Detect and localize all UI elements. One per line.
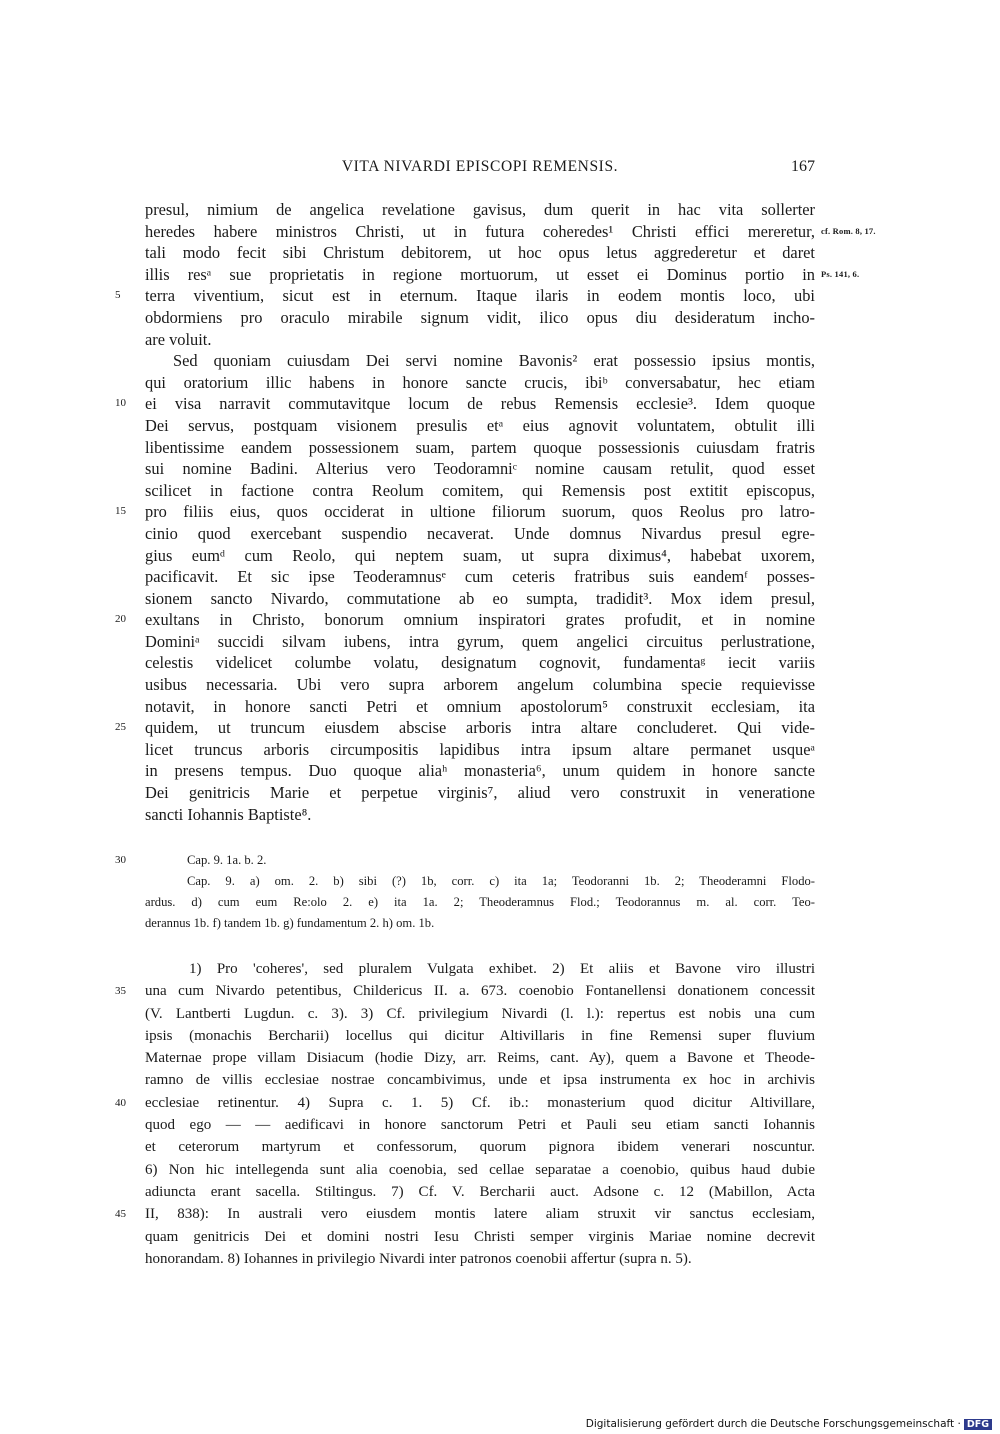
body-line [115,285,815,307]
footnotes [115,958,815,1270]
body-line [145,652,815,674]
dfg-logo: DFG [964,1419,992,1430]
footer [586,1418,992,1430]
body-line [145,437,815,459]
line-number: 40 [115,1096,126,1109]
body-line-text: usibus necessaria. Ubi vero supra arborem angelum columbina specie requievisse [145,675,815,695]
body-line [145,264,860,286]
body-line-text: scilicet in factione contra Reolum comitem, qui Remensis post extitit episcopus, [145,480,815,500]
body-line [145,329,815,351]
body-line-text: terra viventium, sicut est in eternum. Itaque ilaris in eodem montis loco, ubi [145,286,815,306]
body-line [145,523,815,545]
body-line [115,501,815,523]
body-line [145,199,815,221]
footnote-line [145,1114,815,1136]
line-number: 10 [115,397,126,410]
body-line-text: licet truncus arboris circumpositis lapidibus intra ipsum altare permanet usqueᵃ [145,739,815,759]
line-number: 35 [115,985,126,998]
body-line-text: obdormiens pro oraculo mirabile signum vidit, ilico opus diu desideratum incho- [145,307,815,327]
footnote-line [145,1159,815,1181]
footnote-line-text: adiuncta erant sacella. Stiltingus. 7) Cf. V. Bercharii auct. Adsone c. 12 (Mabillon, Acta [145,1183,815,1200]
footnote-line [145,1047,815,1069]
footnote-line-text: Maternae prope villam Disiacum (hodie Dizy, arr. Reims, cant. Ay), quem a Bavone et Theode- [145,1050,815,1067]
footnote-line-text: et ceterorum martyrum et confessorum, quorum pignora ibidem venerari noscuntur. [145,1139,815,1156]
line-number: 15 [115,505,126,518]
apparatus-line [145,913,815,934]
footnote-line [145,1226,815,1248]
line-number: 30 [115,854,126,866]
body-line-text: exultans in Christo, bonorum omnium inspiratori grates profudit, et in nomine [145,610,815,630]
body-line [145,696,815,718]
footnote-line [145,1003,815,1025]
body-line [145,221,876,243]
body-line-text: are voluit. [145,329,212,349]
critical-apparatus [115,850,815,934]
body-line-text: qui oratorium illic habens in honore sancte crucis, ibiᵇ conversabatur, hec etiam [145,372,815,392]
body-line [145,350,815,372]
footnote-line [145,1025,815,1047]
footnote-line-text: II, 838): In australi vero eiusdem montis latere aliam struxit vir sanctus ecclesiam, [145,1206,815,1223]
body-line-text: sionem sancto Nivardo, commutatione ab eo sumpta, tradidit³. Mox idem presul, [145,588,815,608]
body-line-text: quidem, ut truncum eiusdem abscise arboris intra altare concluderet. Qui vide- [145,718,815,738]
apparatus-line [115,850,815,871]
body-line-text: pro filiis eius, quos occiderat in ultione filiorum suorum, quos Reolus pro latro- [145,502,815,522]
footnote-line-text: ecclesiae retinentur. 4) Supra c. 1. 5) Cf. ib.: monasterium quod dicitur Altivillare, [145,1094,815,1111]
body-line [145,307,815,329]
body-line [145,415,815,437]
body-line [145,804,815,826]
body-line-text: Sed quoniam cuiusdam Dei servi nomine Bavonis² erat possessio ipsius montis, [173,351,815,371]
page-number: 167 [791,158,815,175]
body-line [145,566,815,588]
apparatus-line-text: Cap. 9. 1a. b. 2. [187,853,267,867]
footnote-line-text: ipsis (monachis Bercharii) locellus qui dicitur Altivillaris in fine Remensi super fluvium [145,1027,815,1044]
body-line [145,545,815,567]
body-line [145,588,815,610]
line-number: 5 [115,289,121,302]
footnote-line-text: 6) Non hic intellegenda sunt alia coenobia, sed cellae separatae a coenobio, quibus haud dubie [145,1161,815,1178]
page-header [145,158,815,182]
footnote-line-text: quam genitricis Dei et domini nostri Iesu Christi semper virginis Mariae nomine decrevit [145,1228,815,1245]
body-line-text: notavit, in honore sancti Petri et omnium apostolorum⁵ construxit ecclesiam, ita [145,696,815,716]
main-text [115,199,876,825]
body-line [115,393,815,415]
line-number: 45 [115,1208,126,1221]
body-line-text: celestis videlicet columbe volatu, designatum cognovit, fundamentaᵍ iecit variis [145,653,815,673]
footnote-line-text: (V. Lantberti Lugdun. c. 3). 3) Cf. privilegium Nivardi (l. l.): repertus est nobis una cum [145,1005,815,1022]
body-line [115,609,815,631]
body-line-text: sui nomine Badini. Alterius vero Teodoramniᶜ nomine causam retulit, quod esset [145,459,815,479]
body-line-text: tali modo fecit sibi Christum debitorem, ut hoc opus letus aggrederetur et daret [145,243,815,263]
apparatus-line [145,871,815,892]
body-line [145,739,815,761]
body-line [145,372,815,394]
footnote-line [115,1092,815,1114]
apparatus-line-text: ardus. d) cum eum Re:olo 2. e) ita 1a. 2; Theoderamnus Flod.; Teodorannus m. al. corr. Teo- [145,895,815,909]
line-number: 20 [115,613,126,626]
body-line-text: in presens tempus. Duo quoque aliaʰ monasteria⁶, unum quidem in honore sancte [145,761,815,781]
body-line-text: Dominiᵃ succidi silvam iubens, intra gyrum, quem angelici circuitus perlustratione, [145,631,815,651]
footer-credit: Digitalisierung gefördert durch die Deutsche Forschungsgemeinschaft · [585,1418,961,1430]
footnote-line-text: una cum Nivardo petentibus, Childericus II. a. 673. coenobio Fontanellensi donationem concessit [145,983,815,1000]
body-line [145,242,815,264]
footnote-line [145,1248,815,1270]
footnote-line-text: quod ego — — aedificavi in honore sanctorum Petri et Pauli seu etiam sancti Iohannis [145,1117,815,1134]
body-line-text: heredes habere ministros Christi, ut in futura coheredes¹ Christi effici mereretur, [145,221,815,241]
body-line [145,674,815,696]
body-line-text: libentissime eandem possessionem suam, partem quoque possessionis cuiusdam fratris [145,437,815,457]
apparatus-line-text: Cap. 9. a) om. 2. b) sibi (?) 1b, corr. c) ita 1a; Teodoranni 1b. 2; Theoderamni Flodo- [187,874,815,888]
footnote-line [145,1181,815,1203]
body-line [115,717,815,739]
body-line [145,782,815,804]
footnote-line [145,1136,815,1158]
line-number: 25 [115,721,126,734]
body-line [145,458,815,480]
footnote-line-text: 1) Pro 'coheres', sed pluralem Vulgata exhibet. 2) Et aliis et Bavone viro illustri [189,961,815,977]
footnote-line-text: ramno de villis ecclesiae nostrae concambivimus, unde et ipsa instrumenta ex hoc in archivis [145,1072,815,1089]
body-line-text: presul, nimium de angelica revelatione gavisus, dum querit in hac vita sollerter [145,200,815,219]
body-line-text: ei visa narravit commutavitque locum de rebus Remensis ecclesie³. Idem quoque [145,394,815,414]
footnote-line [145,1069,815,1091]
body-line-text: sancti Iohannis Baptiste⁸. [145,804,312,824]
footnote-line [115,1203,815,1225]
marginal-reference: Ps. 141, 6. [821,268,860,279]
body-line-text: Dei servus, postquam visionem presulis etᵃ eius agnovit voluntatem, obtulit illi [145,415,815,435]
footnote-line [145,958,815,980]
body-line [145,760,815,782]
body-line-text: gius eumᵈ cum Reolo, qui neptem suam, ut supra diximus⁴, habebat uxorem, [145,545,815,565]
apparatus-line [145,892,815,913]
apparatus-line-text: derannus 1b. f) tandem 1b. g) fundamentum 2. h) om. 1b. [145,916,435,930]
body-line [145,631,815,653]
footnote-line [115,980,815,1002]
marginal-reference: cf. Rom. 8, 17. [821,225,876,236]
running-title: VITA NIVARDI EPISCOPI REMENSIS. [341,158,619,175]
body-line-text: Dei genitricis Marie et perpetue virginis⁷, aliud vero construxit in veneratione [145,783,815,803]
body-line-text: cinio quod exercebant suspendio necaverat. Unde domnus Nivardus presul egre- [145,523,815,543]
body-line-text: illis resᵃ sue proprietatis in regione mortuorum, ut esset ei Dominus portio in [145,264,815,284]
body-line [145,480,815,502]
body-line-text: pacificavit. Et sic ipse Teoderamnusᵉ cum ceteris fratribus suis eandemᶠ posses- [145,567,815,587]
footnote-line-text: honorandam. 8) Iohannes in privilegio Nivardi inter patronos coenobii affertur (supra n. 5). [145,1250,692,1267]
